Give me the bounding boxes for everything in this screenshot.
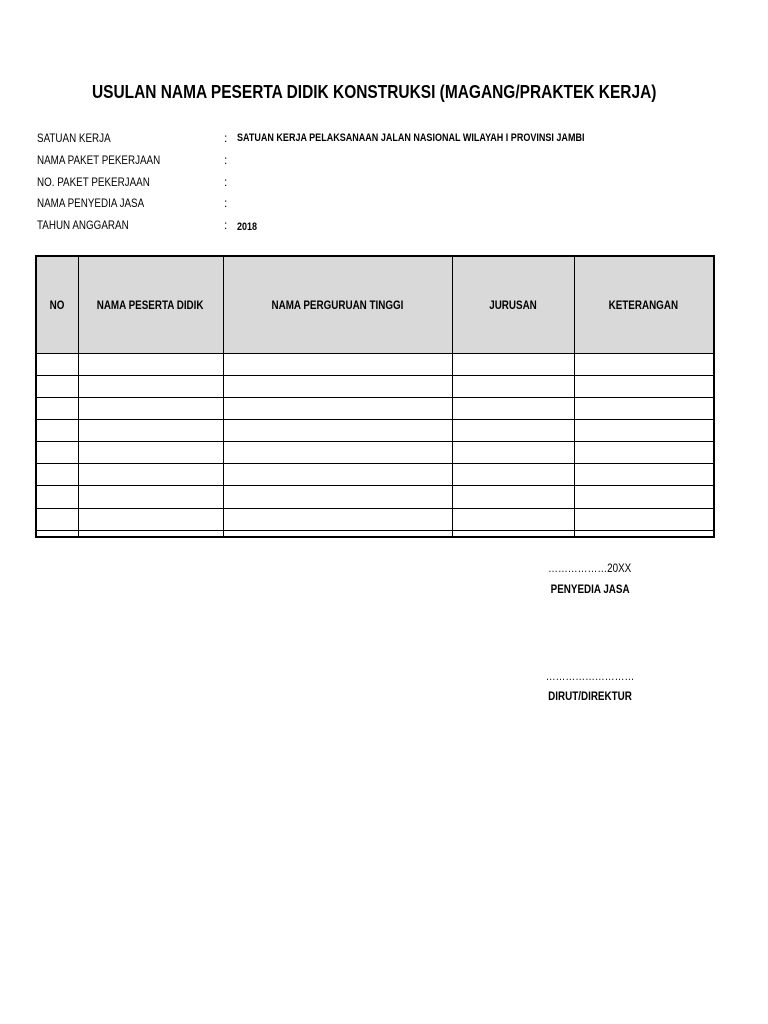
table-cell[interactable] — [36, 530, 78, 537]
header-nama-perguruan-tinggi: NAMA PERGURUAN TINGGI — [223, 256, 452, 354]
table-cell[interactable] — [574, 442, 714, 464]
document-title: USULAN NAMA PESERTA DIDIK KONSTRUKSI (MAGANG/PRAKTEK KERJA) — [91, 82, 657, 102]
table-cell[interactable] — [574, 354, 714, 376]
table-cell[interactable] — [78, 398, 223, 420]
header-no: NO — [36, 256, 78, 354]
table-cell[interactable] — [574, 464, 714, 486]
table-cell[interactable] — [223, 442, 452, 464]
info-label: NO. PAKET PEKERJAAN — [37, 175, 150, 189]
signature-date-line: ………………20XX — [548, 561, 632, 575]
table-row — [36, 376, 714, 398]
header-nama-peserta-didik: NAMA PESERTA DIDIK — [78, 256, 223, 354]
table-row — [36, 420, 714, 442]
table-cell[interactable] — [78, 530, 223, 537]
table-cell[interactable] — [78, 442, 223, 464]
table-cell[interactable] — [574, 508, 714, 530]
table-cell[interactable] — [223, 420, 452, 442]
signature-name-line: ……………………… — [545, 669, 635, 683]
table-cell[interactable] — [574, 530, 714, 537]
table-cell[interactable] — [36, 508, 78, 530]
header-keterangan: KETERANGAN — [574, 256, 714, 354]
table-cell[interactable] — [452, 530, 574, 537]
table-cell[interactable] — [574, 376, 714, 398]
table-cell[interactable] — [223, 486, 452, 508]
table-row — [36, 398, 714, 420]
table-cell[interactable] — [36, 398, 78, 420]
table-cell[interactable] — [78, 486, 223, 508]
table-header-row — [36, 256, 714, 354]
table-cell[interactable] — [452, 464, 574, 486]
table-row — [36, 464, 714, 486]
signature-position: DIRUT/DIREKTUR — [548, 689, 632, 703]
table-cell[interactable] — [223, 376, 452, 398]
table-row — [36, 530, 714, 537]
table-cell[interactable] — [36, 420, 78, 442]
table-cell[interactable] — [452, 442, 574, 464]
info-value: 2018 — [237, 221, 258, 233]
info-colon: : — [224, 175, 228, 189]
table-cell[interactable] — [574, 486, 714, 508]
table-cell[interactable] — [452, 508, 574, 530]
table-cell[interactable] — [36, 464, 78, 486]
signature-company: PENYEDIA JASA — [550, 582, 630, 596]
table-cell[interactable] — [36, 354, 78, 376]
table-cell[interactable] — [36, 376, 78, 398]
info-colon: : — [224, 218, 228, 232]
table-cell[interactable] — [36, 486, 78, 508]
table-cell[interactable] — [452, 486, 574, 508]
table-cell[interactable] — [78, 420, 223, 442]
table-cell[interactable] — [78, 354, 223, 376]
table-cell[interactable] — [78, 464, 223, 486]
table-cell[interactable] — [36, 442, 78, 464]
table-cell[interactable] — [452, 354, 574, 376]
table-cell[interactable] — [78, 508, 223, 530]
table-cell[interactable] — [223, 508, 452, 530]
table-cell[interactable] — [223, 464, 452, 486]
table-cell[interactable] — [223, 398, 452, 420]
info-colon: : — [224, 153, 228, 167]
table-cell[interactable] — [78, 376, 223, 398]
table-cell[interactable] — [574, 398, 714, 420]
participant-table — [35, 255, 715, 538]
info-label: SATUAN KERJA — [37, 131, 111, 145]
table-cell[interactable] — [452, 376, 574, 398]
header-jurusan: JURUSAN — [452, 256, 574, 354]
info-label: NAMA PAKET PEKERJAAN — [37, 153, 161, 167]
table-row — [36, 442, 714, 464]
table-cell[interactable] — [452, 398, 574, 420]
table-row — [36, 508, 714, 530]
table-cell[interactable] — [574, 420, 714, 442]
table-row — [36, 486, 714, 508]
info-label: NAMA PENYEDIA JASA — [37, 196, 145, 210]
info-label: TAHUN ANGGARAN — [37, 218, 129, 232]
table-cell[interactable] — [223, 354, 452, 376]
info-colon: : — [224, 131, 228, 145]
info-value: SATUAN KERJA PELAKSANAAN JALAN NASIONAL WILAYAH I PROVINSI JAMBI — [237, 132, 585, 144]
info-colon: : — [224, 196, 228, 210]
table-row — [36, 354, 714, 376]
table-cell[interactable] — [223, 530, 452, 537]
table-cell[interactable] — [452, 420, 574, 442]
